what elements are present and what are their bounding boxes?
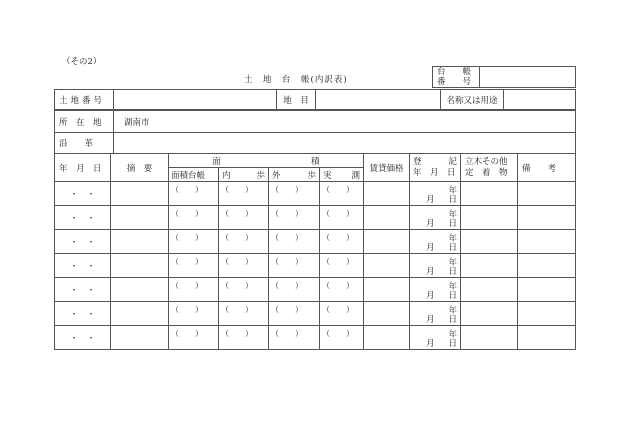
row-summary <box>111 302 169 326</box>
row-date: ・ ・ <box>55 206 111 230</box>
table-row <box>55 254 576 278</box>
col-summary: 摘 要 <box>111 154 169 182</box>
row-area-cell: （ ） <box>219 182 269 206</box>
row-area-cell: （ ） <box>169 254 219 278</box>
row-area-cell: （ ） <box>169 326 219 350</box>
row-area-cell: （ ） <box>169 278 219 302</box>
name-use-value <box>504 90 576 110</box>
row-remarks <box>518 182 576 206</box>
row-area-cell: （ ） <box>169 182 219 206</box>
row-summary <box>111 206 169 230</box>
row-remarks <box>518 206 576 230</box>
table-row <box>55 278 576 302</box>
name-use-label: 名称又は用途 <box>441 90 504 110</box>
col-date: 年 月 日 <box>55 154 111 182</box>
row-area-cell: （ ） <box>320 254 364 278</box>
row-standing <box>461 326 518 350</box>
row-standing <box>461 302 518 326</box>
row-registration: 年 月 日 <box>410 206 461 230</box>
lot-number-value <box>114 90 277 110</box>
info-table <box>54 89 576 110</box>
row-standing <box>461 182 518 206</box>
row-date: ・ ・ <box>55 254 111 278</box>
row-area-cell: （ ） <box>320 278 364 302</box>
ledger-number-box <box>432 66 576 88</box>
row-date: ・ ・ <box>55 302 111 326</box>
row-area-cell: （ ） <box>269 230 320 254</box>
col-survey: 実 測 <box>320 168 364 182</box>
row-summary <box>111 254 169 278</box>
history-value <box>114 133 576 154</box>
ledger-number-label: 台 帳 番 号 <box>433 67 480 88</box>
history-label: 沿 革 <box>55 133 114 154</box>
row-area-cell: （ ） <box>320 230 364 254</box>
row-area-cell: （ ） <box>320 326 364 350</box>
row-date: ・ ・ <box>55 326 111 350</box>
row-area-cell: （ ） <box>219 302 269 326</box>
col-standing: 立木その他 定 着 物 <box>461 154 518 182</box>
col-rent: 賃貸価格 <box>364 154 410 182</box>
col-remarks: 備 考 <box>518 154 576 182</box>
table-row <box>55 230 576 254</box>
row-registration: 年 月 日 <box>410 254 461 278</box>
row-summary <box>111 278 169 302</box>
row-area-cell: （ ） <box>219 206 269 230</box>
table-row <box>55 182 576 206</box>
row-standing <box>461 230 518 254</box>
records-table <box>54 153 576 350</box>
row-standing <box>461 254 518 278</box>
row-area-cell: （ ） <box>169 206 219 230</box>
row-summary <box>111 326 169 350</box>
row-area-cell: （ ） <box>269 278 320 302</box>
col-outer: 外 歩 <box>269 168 320 182</box>
table-row <box>55 326 576 350</box>
row-registration: 年 月 日 <box>410 278 461 302</box>
table-row <box>55 206 576 230</box>
row-rent <box>364 206 410 230</box>
row-area-cell: （ ） <box>269 206 320 230</box>
row-area-cell: （ ） <box>320 182 364 206</box>
row-rent <box>364 326 410 350</box>
page-title: 土 地 台 帳(内訳表) <box>244 75 348 85</box>
row-remarks <box>518 326 576 350</box>
row-rent <box>364 278 410 302</box>
row-area-cell: （ ） <box>269 326 320 350</box>
row-registration: 年 月 日 <box>410 302 461 326</box>
row-remarks <box>518 278 576 302</box>
row-area-cell: （ ） <box>169 230 219 254</box>
col-area-ledger: 面積台帳 <box>169 168 219 182</box>
sheet-number: （その2） <box>62 57 102 67</box>
row-area-cell: （ ） <box>219 326 269 350</box>
row-date: ・ ・ <box>55 182 111 206</box>
col-area-group: 面 積 <box>169 154 364 168</box>
row-area-cell: （ ） <box>169 302 219 326</box>
row-registration: 年 月 日 <box>410 182 461 206</box>
row-remarks <box>518 302 576 326</box>
row-area-cell: （ ） <box>320 302 364 326</box>
row-remarks <box>518 230 576 254</box>
location-value: 湖南市 <box>114 111 576 133</box>
ledger-number-value <box>480 67 576 88</box>
row-remarks <box>518 254 576 278</box>
row-summary <box>111 230 169 254</box>
row-registration: 年 月 日 <box>410 326 461 350</box>
row-standing <box>461 206 518 230</box>
row-area-cell: （ ） <box>320 206 364 230</box>
col-inner: 内 歩 <box>219 168 269 182</box>
row-area-cell: （ ） <box>219 278 269 302</box>
row-area-cell: （ ） <box>269 182 320 206</box>
location-label: 所 在 地 <box>55 111 114 133</box>
col-registration: 登 記 年 月 日 <box>410 154 461 182</box>
row-area-cell: （ ） <box>219 254 269 278</box>
land-type-label: 地 目 <box>277 90 316 110</box>
row-registration: 年 月 日 <box>410 230 461 254</box>
row-rent <box>364 230 410 254</box>
row-area-cell: （ ） <box>269 254 320 278</box>
row-area-cell: （ ） <box>269 302 320 326</box>
row-date: ・ ・ <box>55 278 111 302</box>
land-type-value <box>316 90 441 110</box>
row-area-cell: （ ） <box>219 230 269 254</box>
row-rent <box>364 302 410 326</box>
row-rent <box>364 254 410 278</box>
location-table <box>54 110 576 154</box>
table-row <box>55 302 576 326</box>
row-rent <box>364 182 410 206</box>
row-summary <box>111 182 169 206</box>
row-standing <box>461 278 518 302</box>
lot-number-label: 土地番号 <box>55 90 114 110</box>
row-date: ・ ・ <box>55 230 111 254</box>
